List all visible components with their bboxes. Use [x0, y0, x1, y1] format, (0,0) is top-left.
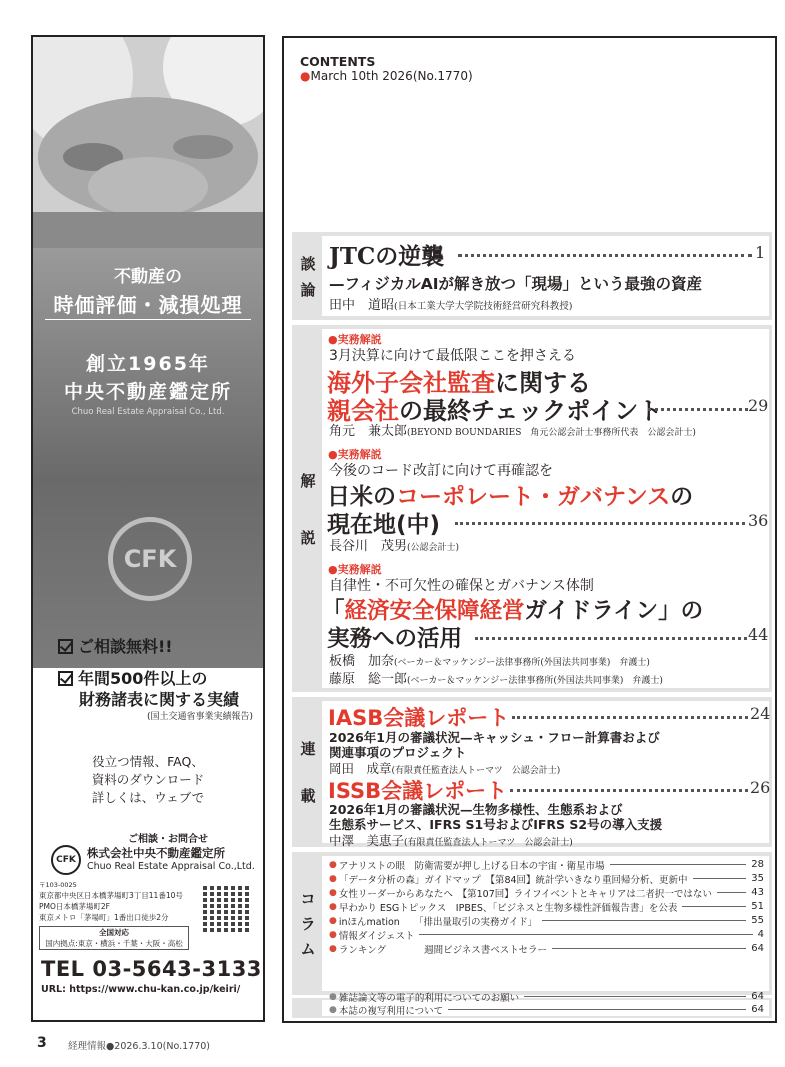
article-tag: ●実務解説: [328, 448, 382, 461]
article-author: 角元 兼太郎(BEYOND BOUNDARIES 角元公認会計士事務所代表 公認会計士): [329, 424, 696, 439]
footer-page-number: 3: [37, 1035, 47, 1051]
ad-founded: 創立1965年: [86, 353, 210, 375]
article-lead: 今後のコード改訂に向けて再確認を: [329, 463, 553, 479]
bullet-icon: ●: [329, 859, 337, 870]
article-author: 藤原 総一郎(ベーカー＆マッケンジー法律事務所(外国法共同事業) 弁護士): [329, 672, 663, 687]
page-number: 29: [748, 396, 769, 415]
check-note: (国土交通省事業実績報告): [146, 712, 253, 722]
article-subtitle: —フィジカルAIが解き放つ「現場」という最強の資産: [329, 275, 703, 293]
article-tag: ●実務解説: [328, 563, 382, 576]
check-free-consult: ご相談無料!!: [58, 634, 173, 657]
article-author: 田中 道昭(日本工業大学大学院技術経営研究科教授): [329, 298, 573, 313]
contact-label: ご相談・お問合せ: [128, 834, 208, 845]
ad-title-line2: 時価評価・減損処理: [53, 293, 243, 317]
tab-rensai: 連 載: [300, 740, 316, 805]
article-author: 板橋 加奈(ベーカー＆マッケンジー法律事務所(外国法共同事業) 弁護士): [329, 654, 650, 669]
page-number: 36: [748, 511, 769, 530]
website-link[interactable]: URL: https://www.chu-kan.co.jp/keiri/: [41, 984, 241, 995]
article-lead: 3月決算に向けて最低限ここを押さえる: [329, 348, 576, 364]
page-number: 1: [755, 243, 766, 262]
bullet-icon: ●: [300, 69, 311, 83]
zip-code: 〒103-0025: [39, 881, 77, 889]
article-author: 長谷川 茂男(公認会計士): [329, 539, 460, 554]
bullet-icon: ●: [329, 887, 337, 898]
ad-company-en: Chuo Real Estate Appraisal Co., Ltd.: [71, 407, 225, 417]
article-title[interactable]: 日米のコーポレート・ガバナンスの: [327, 484, 694, 510]
advertisement: [31, 35, 265, 1022]
address-line3: 東京メトロ「茅場町」1番出口徒歩2分: [39, 913, 169, 922]
article-subtitle: 2026年1月の審議状況—キャッシュ・フロー計算書および: [329, 730, 660, 745]
article-title[interactable]: IASB会議レポート: [328, 706, 510, 730]
address-line2: PMO日本橋茅場町2F: [39, 902, 110, 911]
tab-danron: 談 論: [300, 254, 316, 299]
issue-date: ●March 10th 2026(No.1770): [300, 69, 473, 83]
column-item[interactable]: ● アナリストの眼 防衛需要が押し上げる日本の宇宙・衛星市場 28: [329, 859, 764, 872]
checkbox-icon: [58, 671, 73, 686]
article-title-line2[interactable]: 親会社の最終チェックポイント: [327, 397, 663, 425]
bullet-icon: ●: [329, 873, 337, 884]
page-number: 26: [750, 778, 771, 797]
checkbox-icon: [58, 639, 73, 654]
tab-column: コ ラ ム: [300, 890, 316, 958]
ad-company-name: 中央不動産鑑定所: [63, 381, 232, 403]
bullet-icon: ●: [329, 901, 337, 912]
column-item[interactable]: ● 女性リーダーからあなたへ 【第107回】ライフイベントとキャリアは二者択一ではない 43: [329, 887, 764, 900]
qr-code-icon[interactable]: [203, 884, 251, 932]
article-title-line2[interactable]: 現在地(中): [327, 512, 441, 538]
article-title[interactable]: 海外子会社監査に関する: [327, 369, 591, 397]
bullet-icon: ●: [329, 929, 337, 940]
article-author: 中澤 美恵子(有限責任監査法人トーマツ 公認会計士): [329, 833, 573, 848]
info-line3: 詳しくは、ウェブで: [91, 790, 205, 805]
article-tag: ●実務解説: [328, 333, 382, 346]
column-item[interactable]: ● 情報ダイジェスト 4: [329, 929, 764, 942]
info-line1: 役立つ情報、FAQ、: [92, 754, 204, 769]
contact-company: 株式会社中央不動産鑑定所: [87, 846, 225, 860]
cfk-small-logo-icon: CFK: [51, 845, 81, 875]
article-title[interactable]: 「経済安全保障経営ガイドライン」の: [322, 598, 704, 624]
article-title[interactable]: JTCの逆襲: [329, 243, 445, 270]
column-item[interactable]: ● inほんmation 「排出量取引の実務ガイド」 55: [329, 915, 764, 928]
article-lead: 自律性・不可欠性の確保とガバナンス体制: [329, 578, 594, 594]
tab-kaisetsu: 解 説: [300, 471, 316, 547]
bullet-icon: ●: [329, 1004, 337, 1015]
article-title-line2[interactable]: 実務への活用: [327, 626, 463, 652]
bullet-icon: ●: [329, 915, 337, 926]
cfk-logo-icon: CFK: [108, 517, 192, 601]
footer-text: 経理情報●2026.3.10(No.1770): [68, 1041, 210, 1052]
check-track-record-line2: 財務諸表に関する実績: [79, 690, 240, 709]
article-subtitle-line2: 関連事項のプロジェクト: [329, 745, 467, 760]
area-box: 全国対応 国内拠点:東京・横浜・千葉・大阪・高松: [39, 926, 189, 950]
phone-number[interactable]: TEL 03-5643-3133: [41, 957, 262, 981]
column-item[interactable]: ● 「データ分析の森」ガイドマップ 【第84回】統計学いきなり重回帰分析、更新中 35: [329, 873, 764, 886]
notice-item[interactable]: ● 雑誌論文等の電子的利用についてのお願い 64: [329, 991, 764, 1004]
article-subtitle-line2: 生態系サービス、IFRS S1号およびIFRS S2号の導入支援: [329, 817, 663, 832]
contact-company-en: Chuo Real Estate Appraisal Co.,Ltd.: [87, 861, 255, 872]
article-title[interactable]: ISSB会議レポート: [328, 779, 508, 803]
bullet-icon: ●: [329, 991, 337, 1002]
article-subtitle: 2026年1月の審議状況—生物多様性、生態系および: [329, 802, 623, 817]
address-line1: 東京都中央区日本橋茅場町3丁目11番10号: [39, 891, 183, 900]
bullet-icon: ●: [329, 943, 337, 954]
column-item[interactable]: ● ランキング 週間ビジネス書ベストセラー 64: [329, 943, 764, 956]
info-line2: 資料のダウンロード: [91, 772, 205, 787]
check-track-record: 年間500件以上の: [58, 666, 207, 689]
ad-title-line1: 不動産の: [114, 267, 182, 287]
hands-together-photo: [33, 37, 263, 257]
page-number: 24: [750, 704, 771, 723]
contents-heading: CONTENTS: [300, 54, 376, 69]
column-item[interactable]: ● 早わかり ESGトピックス IPBES、「ビジネスと生物多様性評価報告書」を公表 51: [329, 901, 764, 914]
page-number: 44: [748, 625, 769, 644]
article-author: 岡田 成章(有限責任監査法人トーマツ 公認会計士): [329, 761, 561, 776]
notice-item[interactable]: ● 本誌の複写利用について 64: [329, 1004, 764, 1017]
